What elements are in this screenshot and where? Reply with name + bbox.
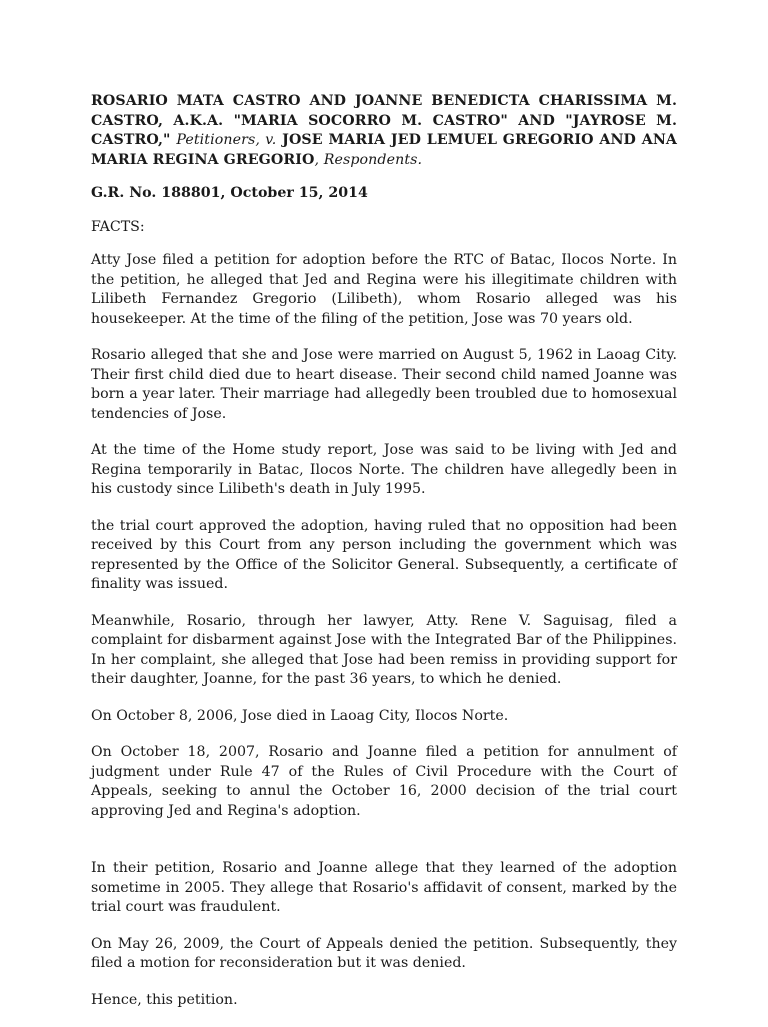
caption-petitioners-names: ROSARIO MATA CASTRO AND JOANNE BENEDICTA CHARISSIMA M. CASTRO, A.K.A. "MARIA SOCORRO M. CASTRO" AND "JAYROSE M. CASTRO," (91, 93, 677, 148)
paragraph-4: the trial court approved the adoption, having ruled that no opposition had been received by this Court from any person including the government which was represented by the Office of the Solicitor General. Subsequently, a certificate of finality was issued. (91, 517, 677, 592)
case-caption (91, 92, 677, 170)
gr-number: G.R. No. 188801, October 15, 2014 (91, 185, 368, 201)
paragraph-6: On October 8, 2006, Jose died in Laoag City, Ilocos Norte. (91, 707, 509, 724)
caption-petitioners-label: Petitioners, v. (176, 132, 277, 148)
paragraph-10: Hence, this petition. (91, 991, 238, 1008)
caption-comma: , (314, 151, 324, 168)
paragraph-2: Rosario alleged that she and Jose were married on August 5, 1962 in Laoag City. Their first child died due to heart disease. Their second child named Joanne was born a year later. Their marriage had allegedly been troubled due to homosexual tendencies of Jose. (91, 347, 677, 422)
paragraph-1: Atty Jose filed a petition for adoption before the RTC of Batac, Ilocos Norte. In the petition, he alleged that Jed and Regina were his illegitimate children with Lilibeth Fernandez Gregorio (Lilibeth), whom Rosario alleged was his housekeeper. At the time of the filing of the petition, Jose was 70 years old. (91, 252, 677, 327)
paragraph-8: In their petition, Rosario and Joanne allege that they learned of the adoption sometime in 2005. They allege that Rosario's affidavit of consent, marked by the trial court was fraudulent. (91, 860, 677, 915)
document-page (91, 92, 677, 1027)
paragraph-7: On October 18, 2007, Rosario and Joanne filed a petition for annulment of judgment under Rule 47 of the Rules of Civil Procedure with the Court of Appeals, seeking to annul the October 16, 2000 decision of the trial court approving Jed and Regina's adoption. (91, 744, 677, 819)
paragraph-9: On May 26, 2009, the Court of Appeals denied the petition. Subsequently, they filed a motion for reconsideration but it was denied. (91, 935, 677, 971)
facts-heading: FACTS: (91, 218, 145, 235)
caption-respondents-label: Respondents. (323, 151, 423, 168)
paragraph-5: Meanwhile, Rosario, through her lawyer, Atty. Rene V. Saguisag, filed a complaint for disbarment against Jose with the Integrated Bar of the Philippines. In her complaint, she alleged that Jose had been remiss in providing support for their daughter, Joanne, for the past 36 years, to which he denied. (91, 612, 677, 687)
caption-respondents-names: JOSE MARIA JED LEMUEL GREGORIO AND ANA MARIA REGINA GREGORIO (91, 132, 678, 168)
paragraph-3: At the time of the Home study report, Jose was said to be living with Jed and Regina temporarily in Batac, Ilocos Norte. The children have allegedly been in his custody since Lilibeth's death in July 1995. (91, 442, 677, 497)
